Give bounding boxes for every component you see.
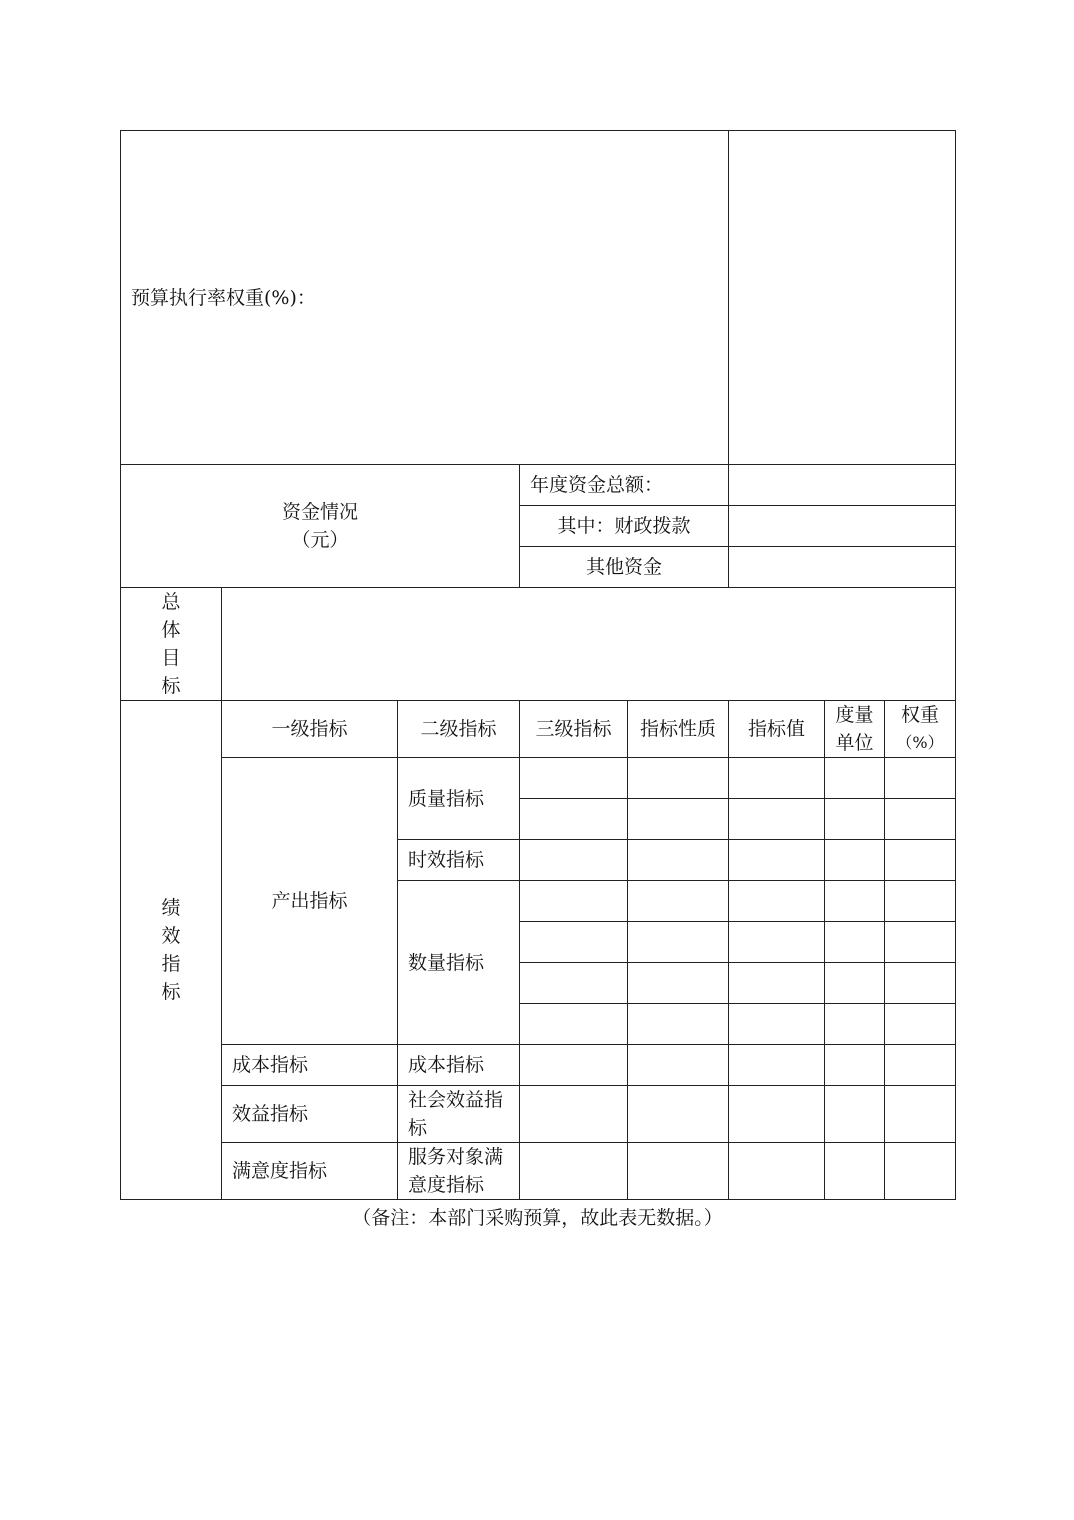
funding-other-value: [729, 547, 956, 588]
nature-cell: [628, 1143, 729, 1200]
overall-goal-label: [121, 588, 222, 701]
nature-cell: [628, 799, 729, 840]
level3-cell: [520, 1004, 628, 1045]
nature-cell: [628, 840, 729, 881]
funding-other-label: 其他资金: [520, 547, 729, 588]
weight-cell: [885, 963, 956, 1004]
overall-goal-char: 体: [161, 619, 181, 641]
header-unit: [825, 701, 885, 758]
weight-cell: [885, 922, 956, 963]
unit-cell: [825, 1143, 885, 1200]
weight-cell: [885, 840, 956, 881]
nature-cell: [628, 1086, 729, 1143]
weight-cell: [885, 1045, 956, 1086]
cost-level1-label: 成本指标: [222, 1045, 398, 1086]
funding-fiscal-label: 其中：财政拨款: [520, 506, 729, 547]
indicator-row: [121, 1086, 956, 1143]
level3-cell: [520, 963, 628, 1004]
performance-side-label: [121, 701, 222, 1200]
unit-cell: [825, 1086, 885, 1143]
weight-cell: [885, 799, 956, 840]
unit-cell: [825, 758, 885, 799]
overall-goal-row: [121, 588, 956, 701]
satisfaction-level1-label: 满意度指标: [222, 1143, 398, 1200]
value-cell: [729, 758, 825, 799]
funding-total-row: [121, 465, 956, 506]
cost-level2-label: 成本指标: [398, 1045, 520, 1086]
header-level1: 一级指标: [222, 701, 398, 758]
weight-cell: [885, 1004, 956, 1045]
unit-cell: [825, 963, 885, 1004]
value-cell: [729, 1045, 825, 1086]
level3-cell: [520, 840, 628, 881]
weight-cell: [885, 1086, 956, 1143]
performance-side-char: 指: [161, 953, 181, 975]
value-cell: [729, 799, 825, 840]
level3-cell: [520, 799, 628, 840]
unit-cell: [825, 840, 885, 881]
header-unit-line2: 单位: [835, 732, 874, 754]
output-indicator-label: 产出指标: [222, 758, 398, 1045]
overall-goal-char: 总: [161, 591, 181, 613]
unit-cell: [825, 922, 885, 963]
header-weight: [885, 701, 956, 758]
benefit-level2-label: 社会效益指标: [398, 1086, 520, 1143]
nature-cell: [628, 1004, 729, 1045]
value-cell: [729, 922, 825, 963]
nature-cell: [628, 758, 729, 799]
unit-cell: [825, 881, 885, 922]
level3-cell: [520, 922, 628, 963]
funding-total-value: [729, 465, 956, 506]
unit-cell: [825, 1004, 885, 1045]
level3-cell: [520, 1045, 628, 1086]
value-cell: [729, 1086, 825, 1143]
remark-note: （备注：本部门采购预算，故此表无数据。）: [352, 1207, 723, 1229]
header-nature: 指标性质: [628, 701, 729, 758]
header-weight-line1: 权重: [900, 704, 939, 726]
unit-cell: [825, 799, 885, 840]
weight-cell: [885, 1143, 956, 1200]
nature-cell: [628, 963, 729, 1004]
performance-side-char: 标: [161, 981, 181, 1003]
nature-cell: [628, 881, 729, 922]
header-weight-line2: （%）: [896, 733, 944, 752]
indicator-row: [121, 758, 956, 799]
indicator-header-row: [121, 701, 956, 758]
nature-cell: [628, 1045, 729, 1086]
funding-label-cell: [121, 465, 520, 588]
quantity-indicator-label: 数量指标: [398, 881, 520, 1045]
funding-total-label: 年度资金总额：: [520, 465, 729, 506]
indicator-row: [121, 1143, 956, 1200]
unit-cell: [825, 1045, 885, 1086]
satisfaction-level2-label: 服务对象满意度指标: [398, 1143, 520, 1200]
header-value: 指标值: [729, 701, 825, 758]
level3-cell: [520, 758, 628, 799]
level3-cell: [520, 881, 628, 922]
funding-label: 资金情况: [281, 501, 358, 523]
budget-rate-value-cell: [729, 131, 956, 465]
performance-side-char: 效: [161, 925, 181, 947]
quality-indicator-label: 质量指标: [398, 758, 520, 840]
overall-goal-content: [222, 588, 956, 701]
header-unit-line1: 度量: [835, 704, 874, 726]
overall-goal-char: 标: [161, 675, 181, 697]
level3-cell: [520, 1143, 628, 1200]
nature-cell: [628, 922, 729, 963]
performance-side-char: 绩: [161, 897, 181, 919]
value-cell: [729, 881, 825, 922]
budget-rate-label: 预算执行率权重(%)：: [131, 286, 316, 309]
budget-rate-row: [121, 131, 956, 465]
timeliness-indicator-label: 时效指标: [398, 840, 520, 881]
funding-fiscal-value: [729, 506, 956, 547]
header-level2: 二级指标: [398, 701, 520, 758]
benefit-level1-label: 效益指标: [222, 1086, 398, 1143]
value-cell: [729, 1143, 825, 1200]
header-level3: 三级指标: [520, 701, 628, 758]
weight-cell: [885, 758, 956, 799]
value-cell: [729, 1004, 825, 1045]
budget-rate-cell: [121, 131, 729, 465]
level3-cell: [520, 1086, 628, 1143]
weight-cell: [885, 881, 956, 922]
overall-goal-char: 目: [161, 647, 181, 669]
value-cell: [729, 963, 825, 1004]
indicator-row: [121, 1045, 956, 1086]
value-cell: [729, 840, 825, 881]
funding-unit: （元）: [291, 529, 349, 551]
performance-form-table: [120, 130, 956, 1200]
